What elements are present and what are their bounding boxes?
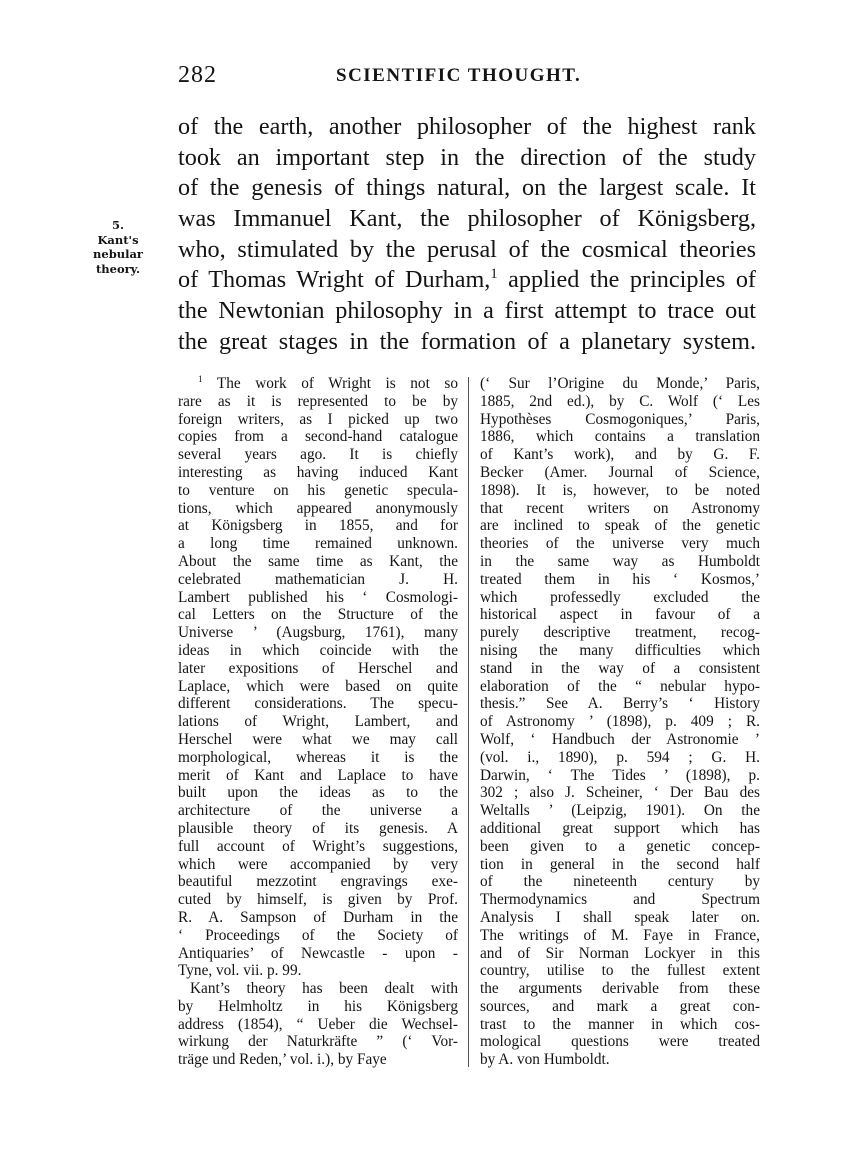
text-line: the great stages in the formation of a planetary system.	[178, 327, 756, 355]
footnote-marker: 1	[198, 373, 203, 384]
footnote-block	[178, 373, 760, 1069]
footnote-line: lations of Wright, Lambert, and	[178, 713, 458, 731]
footnote-line: 1885, 2nd ed.), by C. Wolf (‘ Les	[480, 392, 760, 410]
footnote-line: stand in the way of a consistent	[480, 659, 760, 677]
footnote-line: additional great support which has	[480, 819, 760, 837]
footnote-line: Becker (Amer. Journal of Science,	[480, 463, 760, 481]
footnote-line: Hypothèses Cosmogoniques,’ Paris,	[480, 410, 760, 428]
text-line: the Newtonian philosophy in a first attempt to trace out	[178, 297, 756, 325]
footnote-line: copies from a second-hand catalogue	[178, 428, 458, 446]
footnote-line	[178, 375, 458, 393]
footnote-line: Laplace, which were based on quite	[178, 677, 458, 695]
footnote-line: by A. von Humboldt.	[480, 1051, 610, 1069]
margin-note-number: 5.	[111, 218, 124, 232]
footnote-line: purely descriptive treatment, recog-	[480, 624, 760, 642]
margin-note-line: nebular	[93, 247, 143, 261]
footnote-line: trast to the manner in which cos-	[480, 1015, 760, 1033]
footnote-line: rare as it is represented to be by	[178, 392, 458, 410]
footnote-line: thesis.” See A. Berry’s ‘ History	[480, 695, 760, 713]
page-header	[178, 62, 756, 92]
footnote-line: at Königsberg in 1855, and for	[178, 517, 458, 535]
footnote-line: and of Sir Norman Lockyer in this	[480, 944, 760, 962]
footnote-line: by Helmholtz in his Königsberg	[178, 997, 458, 1015]
footnote-line: which professedly excluded the	[480, 588, 760, 606]
margin-note-line: Kant's	[97, 232, 139, 247]
text-line: of the earth, another philosopher of the highest rank	[178, 113, 756, 140]
footnote-line: of Kant’s work), and by G. F.	[480, 446, 760, 464]
footnote-line: to venture on his genetic specula-	[178, 481, 458, 499]
footnote-line: Thermodynamics and Spectrum	[480, 891, 760, 909]
footnote-line: that recent writers on Astronomy	[480, 499, 760, 517]
footnote-line: cal Letters on the Structure of the	[178, 606, 458, 624]
text-segment: applied the principles of	[497, 266, 756, 294]
footnote-line: Lambert published his ‘ Cosmologi-	[178, 588, 458, 606]
footnote-line: of the nineteenth century by	[480, 873, 760, 891]
footnote-line: mological questions were treated	[480, 1033, 760, 1051]
page-number: 282	[178, 62, 217, 88]
footnote-line: träge und Reden,’ vol. i.), by Faye	[178, 1051, 387, 1069]
footnote-reference[interactable]: 1	[490, 266, 498, 283]
text-line: took an important step in the direction of the study	[178, 143, 756, 171]
footnote-line: treated them in his ‘ Kosmos,’	[480, 570, 760, 588]
footnote-line: a long time remained unknown.	[178, 535, 458, 553]
text-segment: of Thomas Wright of Durham,	[178, 266, 491, 294]
footnote-line: cuted by himself, is given by Prof.	[178, 891, 458, 909]
footnote-line: are inclined to speak of the genetic	[480, 517, 760, 535]
footnote-line: plausible theory of its genesis. A	[178, 819, 458, 837]
footnote-line: different considerations. The specu-	[178, 695, 458, 713]
footnote-line: ‘ Proceedings of the Society of	[178, 926, 458, 944]
footnote-line: in the same way as Humboldt	[480, 552, 760, 570]
footnote-line: tion in general in the second half	[480, 855, 760, 873]
footnote-line: Analysis I shall speak later on.	[480, 908, 760, 926]
footnote-line: morphological, whereas it is the	[178, 748, 458, 766]
footnote-line: theories of the universe very much	[480, 535, 760, 553]
footnote-line: sources, and mark a great con-	[480, 997, 760, 1015]
footnote-line: Herschel were what we may call	[178, 730, 458, 748]
main-text	[178, 112, 756, 358]
footnote-line: merit of Kant and Laplace to have	[178, 766, 458, 784]
footnote-line: 1898). It is, however, to be noted	[480, 481, 760, 499]
footnote-line: the arguments derivable from these	[480, 980, 760, 998]
footnote-line: address (1854), “ Ueber die Wechsel-	[178, 1015, 458, 1033]
footnote-text: The work of Wright is not so	[202, 375, 458, 392]
column-divider	[468, 377, 469, 1067]
margin-note	[88, 218, 148, 276]
footnote-line: of Astronomy ’ (1898), p. 409 ; R.	[480, 713, 760, 731]
footnote-line: ideas in which coincide with the	[178, 641, 458, 659]
footnote-line: Antiquaries’ of Newcastle - upon -	[178, 944, 458, 962]
footnote-line: Tyne, vol. vii. p. 99.	[178, 962, 302, 980]
footnote-line: 302 ; also J. Scheiner, ‘ Der Bau des	[480, 784, 760, 802]
footnote-line: Wolf, ‘ Handbuch der Astronomie ’	[480, 730, 760, 748]
footnote-line: full account of Wright’s suggestions,	[178, 837, 458, 855]
footnote-right-column	[480, 375, 760, 1069]
footnote-line: beautiful mezzotint engravings exe-	[178, 873, 458, 891]
footnote-line: nising the many difficulties which	[480, 641, 760, 659]
footnote-line: 1886, which contains a translation	[480, 428, 760, 446]
footnote-line: interesting as having induced Kant	[178, 463, 458, 481]
footnote-line: been given to a genetic concep-	[480, 837, 760, 855]
footnote-line: wirkung der Naturkräfte ” (‘ Vor-	[178, 1033, 458, 1051]
text-line: of the genesis of things natural, on the largest scale. It	[178, 174, 756, 202]
footnote-line: The writings of M. Faye in France,	[480, 926, 760, 944]
footnote-line: foreign writers, as I picked up two	[178, 410, 458, 428]
footnote-line: several years ago. It is chiefly	[178, 446, 458, 464]
footnote-line: tions, which appeared anonymously	[178, 499, 458, 517]
footnote-line: (vol. i., 1890), p. 594 ; G. H.	[480, 748, 760, 766]
footnote-line: architecture of the universe a	[178, 802, 458, 820]
footnote-line: R. A. Sampson of Durham in the	[178, 908, 458, 926]
text-line: who, stimulated by the perusal of the cosmical theories	[178, 235, 756, 263]
footnote-line: (‘ Sur l’Origine du Monde,’ Paris,	[480, 375, 760, 392]
footnote-line: historical aspect in favour of a	[480, 606, 760, 624]
margin-note-line: theory.	[95, 261, 141, 276]
footnote-line: built upon the ideas as to the	[178, 784, 458, 802]
footnote-line: which were accompanied by very	[178, 855, 458, 873]
text-line: was Immanuel Kant, the philosopher of Königsberg,	[178, 205, 756, 233]
running-title: SCIENTIFIC THOUGHT.	[336, 65, 582, 86]
footnote-line: Weltalls ’ (Leipzig, 1901). On the	[480, 802, 760, 820]
text-line-with-footnote	[178, 265, 756, 296]
footnote-line: Kant’s theory has been dealt with	[190, 980, 458, 998]
footnote-line: Darwin, ‘ The Tides ’ (1898), p.	[480, 766, 760, 784]
footnote-line: country, utilise to the fullest extent	[480, 962, 760, 980]
footnote-line: About the same time as Kant, the	[178, 552, 458, 570]
footnote-left-column	[178, 375, 458, 1069]
footnote-line: Universe ’ (Augsburg, 1761), many	[178, 624, 458, 642]
footnote-line: celebrated mathematician J. H.	[178, 570, 458, 588]
footnote-line: later expositions of Herschel and	[178, 659, 458, 677]
footnote-line: elaboration of the “ nebular hypo-	[480, 677, 760, 695]
